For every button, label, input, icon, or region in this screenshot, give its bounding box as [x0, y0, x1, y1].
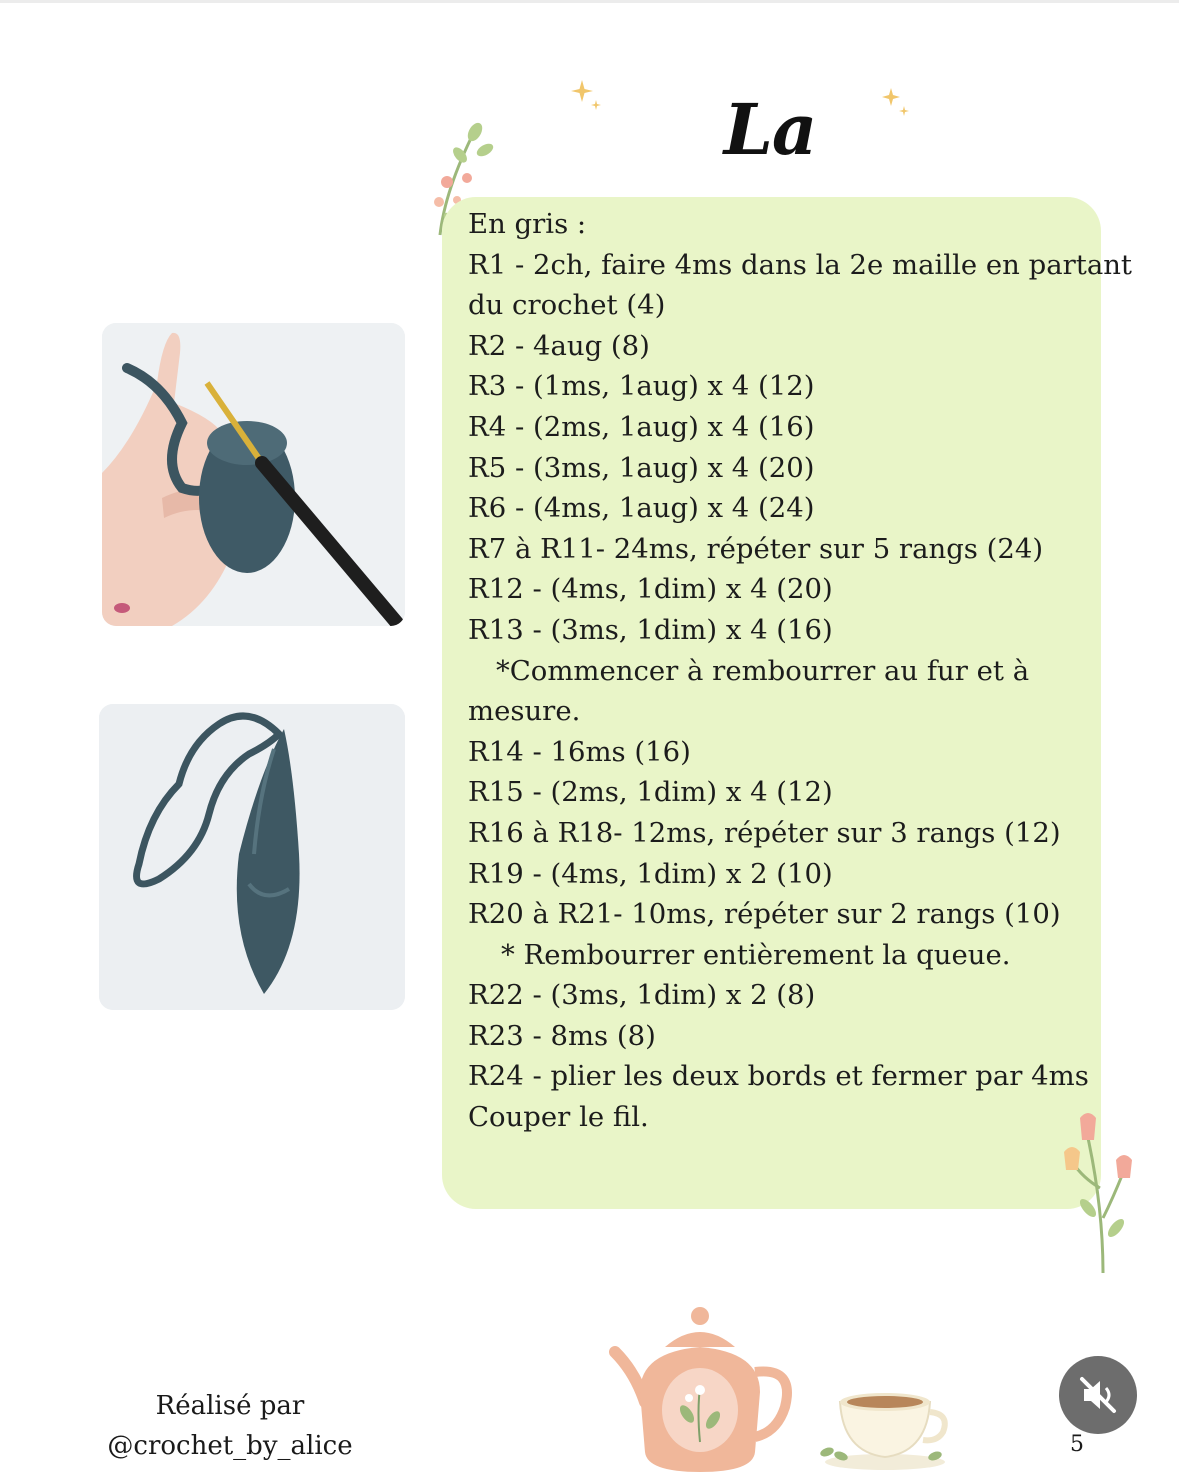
recipe-line: R16 à R18- 12ms, répéter sur 3 rangs (12)	[468, 816, 1061, 849]
recipe-line: R23 - 8ms (8)	[468, 1019, 656, 1052]
recipe-line: R7 à R11- 24ms, répéter sur 5 rangs (24)	[468, 532, 1044, 565]
recipe-line: R1 - 2ch, faire 4ms dans la 2e maille en partant	[468, 248, 1132, 281]
top-divider	[0, 0, 1179, 3]
recipe-line: R24 - plier les deux bords et fermer par 4ms	[468, 1060, 1089, 1093]
recipe-line: Couper le fil.	[468, 1101, 649, 1134]
author-credit	[80, 1386, 380, 1466]
recipe-line: R15 - (2ms, 1dim) x 4 (12)	[468, 776, 833, 809]
recipe-line: R4 - (2ms, 1aug) x 4 (16)	[468, 410, 815, 443]
finished-tail-photo	[99, 704, 405, 1010]
page-number: 5	[1070, 1432, 1084, 1457]
recipe-line: R22 - (3ms, 1dim) x 2 (8)	[468, 979, 816, 1012]
flower-sprig-icon	[1058, 1108, 1138, 1278]
recipe-line: R14 - 16ms (16)	[468, 735, 691, 768]
recipe-line: En gris :	[468, 208, 587, 240]
recipe-note: *Commencer à rembourrer au fur et à	[496, 654, 1030, 687]
recipe-line: R12 - (4ms, 1dim) x 4 (20)	[468, 573, 833, 606]
mute-button[interactable]	[1059, 1356, 1137, 1434]
recipe-line: R13 - (3ms, 1dim) x 4 (16)	[468, 613, 833, 646]
recipe-line: R6 - (4ms, 1aug) x 4 (24)	[468, 492, 815, 525]
recipe-note: * Rembourrer entièrement la queue.	[501, 938, 1011, 971]
teapot-icon	[605, 1302, 800, 1477]
recipe-line: R3 - (1ms, 1aug) x 4 (12)	[468, 370, 815, 403]
recipe-line: R2 - 4aug (8)	[468, 329, 650, 362]
recipe-text	[468, 204, 1132, 1138]
recipe-line: R19 - (4ms, 1dim) x 2 (10)	[468, 857, 833, 890]
teacup-icon	[815, 1382, 955, 1474]
page-title: La	[723, 88, 817, 171]
crochet-in-progress-photo	[102, 323, 405, 626]
recipe-line: du crochet (4)	[468, 289, 666, 322]
recipe-line: mesure.	[468, 695, 581, 728]
credit-handle: @crochet_by_alice	[107, 1431, 353, 1461]
recipe-line: R5 - (3ms, 1aug) x 4 (20)	[468, 451, 815, 484]
credit-label: Réalisé par	[155, 1391, 305, 1421]
recipe-line: R20 à R21- 10ms, répéter sur 2 rangs (10)	[468, 898, 1061, 931]
muted-speaker-icon	[1076, 1373, 1120, 1417]
sparkle-icon	[570, 78, 604, 112]
